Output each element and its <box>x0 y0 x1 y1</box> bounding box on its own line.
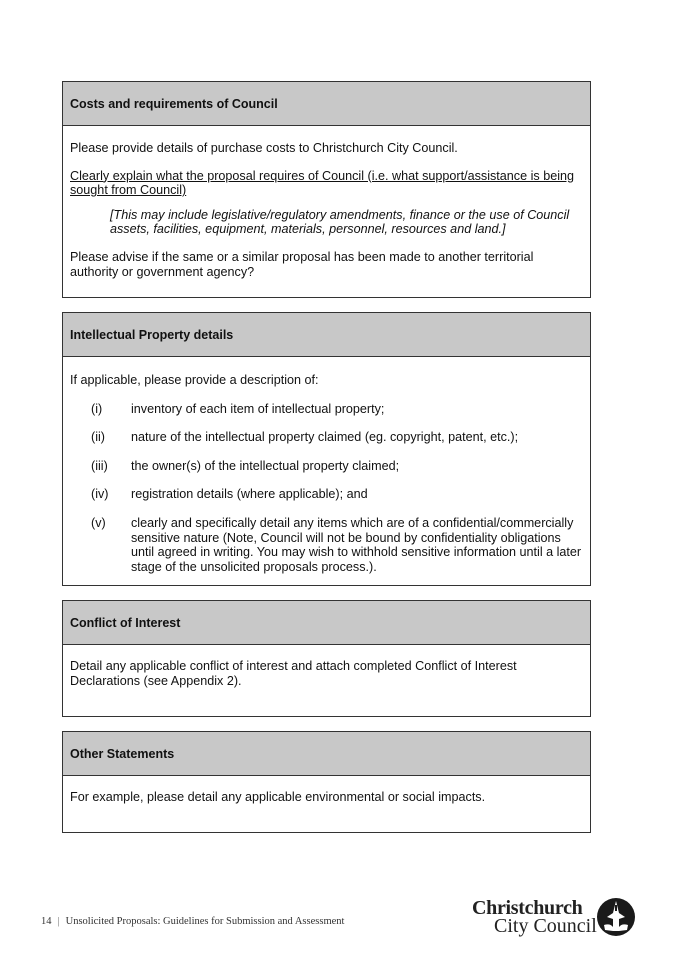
costs-requirements-section <box>62 81 591 298</box>
ip-item-number: (ii) <box>91 430 105 445</box>
conflict-of-interest-section <box>62 600 591 717</box>
other-statements-text: For example, please detail any applicable environmental or social impacts. <box>70 790 486 804</box>
ip-item-text: registration details (where applicable); and <box>131 487 368 502</box>
intellectual-property-body <box>63 357 590 574</box>
ip-item-number: (i) <box>91 401 103 416</box>
ip-list-item <box>70 516 583 574</box>
conflict-of-interest-body <box>63 645 590 688</box>
intellectual-property-header <box>63 313 590 357</box>
ip-item-number: (iv) <box>91 487 109 502</box>
christchurch-city-council-logo <box>472 897 642 941</box>
costs-requirements-header <box>63 82 590 126</box>
page-number: 14 <box>41 916 52 927</box>
costs-requirements-body <box>63 126 590 279</box>
ip-item-text: inventory of each item of intellectual property; <box>131 401 385 416</box>
costs-para-purchase: Please provide details of purchase costs to Christchurch City Council. <box>70 141 458 155</box>
costs-note: [This may include legislative/regulatory amendments, finance or the use of Council assets, facilities, equipment, materials, personnel, resources and land.] <box>110 207 570 237</box>
page-footer <box>41 916 344 927</box>
conflict-of-interest-header <box>63 601 590 645</box>
intellectual-property-title: Intellectual Property details <box>70 327 234 342</box>
ip-item-number: (v) <box>91 515 106 530</box>
other-statements-body <box>63 776 590 805</box>
logo-text-line2: City Council <box>494 915 597 937</box>
other-statements-header <box>63 732 590 776</box>
costs-para-similar-proposal: Please advise if the same or a similar proposal has been made to another territorial authority or government agency? <box>70 249 534 279</box>
footer-separator: | <box>57 916 60 927</box>
footer-document-title: Unsolicited Proposals: Guidelines for Submission and Assessment <box>65 916 345 927</box>
ip-item-text: the owner(s) of the intellectual property claimed; <box>131 458 400 473</box>
intellectual-property-section <box>62 312 591 586</box>
conflict-of-interest-title: Conflict of Interest <box>70 615 181 630</box>
ip-intro: If applicable, please provide a description of: <box>70 373 319 387</box>
other-statements-title: Other Statements <box>70 746 175 761</box>
cathedral-emblem-icon <box>596 897 636 937</box>
ip-list-item <box>70 430 583 445</box>
costs-requirements-title: Costs and requirements of Council <box>70 96 278 111</box>
ip-item-text: nature of the intellectual property claimed (eg. copyright, patent, etc.); <box>131 430 519 445</box>
ip-list-item <box>70 487 583 502</box>
ip-list-item <box>70 402 583 417</box>
logo-text-line1: Christchurch <box>472 897 583 919</box>
ip-item-number: (iii) <box>91 458 108 473</box>
costs-para-requirements: Clearly explain what the proposal requires of Council (i.e. what support/assistance is being sought from Council) <box>70 168 575 198</box>
ip-item-text: clearly and specifically detail any items which are of a confidential/commercially sensitive nature (Note, Council will not be bound by confidentiality obligations until agreed in writing. You may wish to withhold sensitive information until a later stage of the unsolicited proposals process.). <box>131 515 582 574</box>
conflict-of-interest-text: Detail any applicable conflict of interest and attach completed Conflict of Interest Declarations (see Appendix 2). <box>70 659 517 688</box>
ip-list-item <box>70 459 583 474</box>
other-statements-section <box>62 731 591 833</box>
